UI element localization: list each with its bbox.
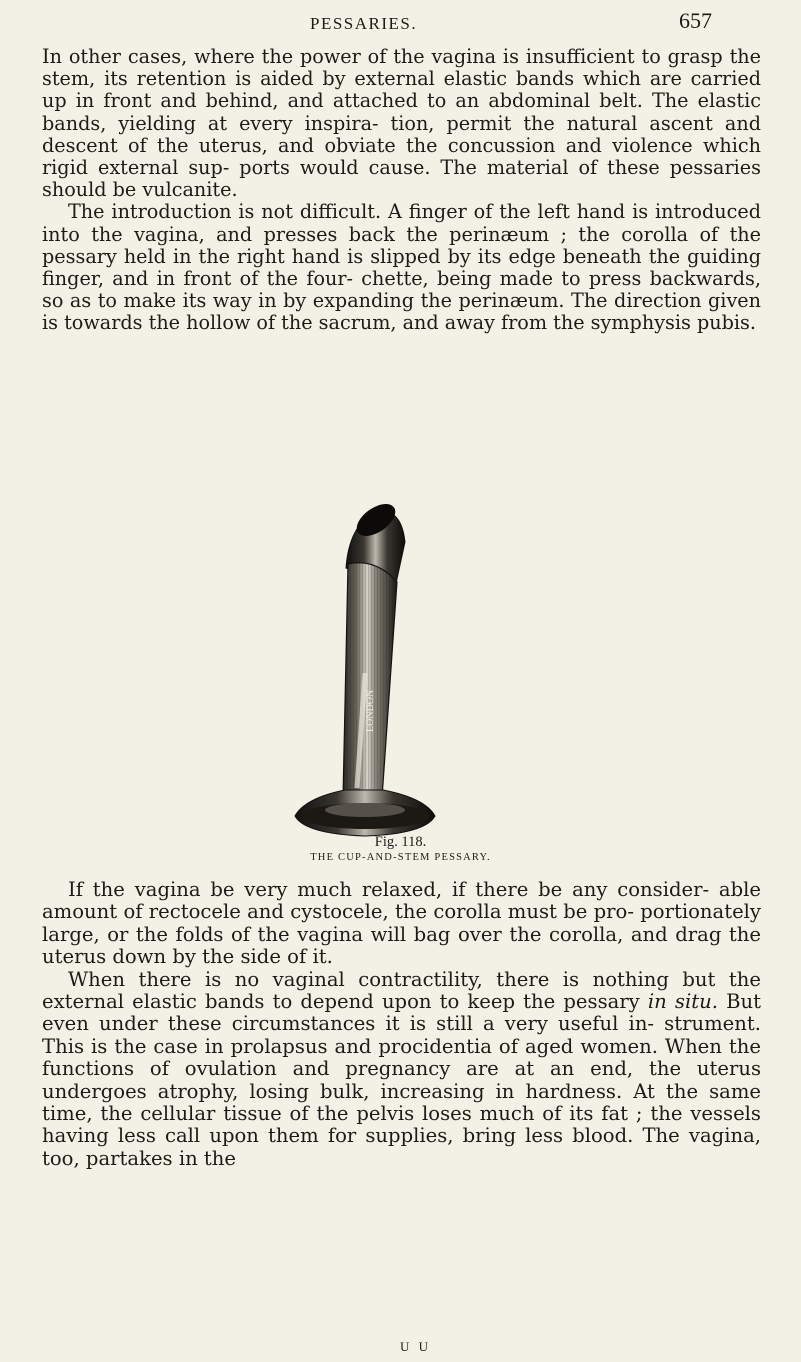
running-head: PESSARIES. (310, 14, 418, 33)
cup-and-stem-pessary-drawing (245, 498, 545, 838)
top-text (0, 46, 801, 335)
paragraph: If the vagina be very much relaxed, if there be any consider- able amount of rectocele and cystocele, the corolla must be pro- portionately large, or the folds of the vagina will bag over the corolla, and drag the uterus down by the side of it. (42, 878, 761, 969)
paragraph-text: But even under these circumstances it is still a very useful in- strument. This is the case in prolapsus and procidentia of aged women. When the functions of ovulation and pregnancy are at an end, the uterus undergoes atrophy, losing bulk, increasing in hardness. At the same time, the cellular tissue of the pelvis loses much of its fat ; the vessels having less call upon them for supplies, bring less blood. The vagina, too, partakes in the (42, 990, 761, 1170)
paragraph (42, 969, 761, 1171)
engraved-maker-mark: LONDON (365, 689, 376, 732)
figure-label: Fig. 118. (374, 834, 427, 850)
figure-caption: THE CUP-AND-STEM PESSARY. (310, 852, 491, 863)
pessary-illustration (245, 498, 545, 838)
page-number: 657 (679, 8, 712, 33)
signature-mark: U U (400, 1339, 432, 1354)
paragraph: The introduction is not difficult. A finger of the left hand is introduced into the vagina, and presses back the perinæum ; the corolla of the pessary held in the right hand is slipped by its edge beneath the guiding finger, and in front of the four- chette, being made to press backwards, so as to make its way in by expanding the perinæum. The direction given is towards the hollow of the sacrum, and away from the symphysis pubis. (42, 200, 761, 335)
bottom-text (0, 879, 801, 1170)
paragraph-text: When there is no vaginal contractility, there is nothing but the external elastic bands to depend upon to keep the pessary (42, 967, 761, 1014)
italic-phrase: in situ. (647, 990, 718, 1014)
paragraph: In other cases, where the power of the vagina is insufficient to grasp the stem, its retention is aided by external elastic bands which are carried up in front and behind, and attached to an abdominal belt. The elastic bands, yielding at every inspira- tion, permit the natural ascent and descent of the uterus, and obviate the concussion and violence which rigid external sup- ports would cause. The material of these pessaries should be vulcanite. (42, 45, 761, 202)
